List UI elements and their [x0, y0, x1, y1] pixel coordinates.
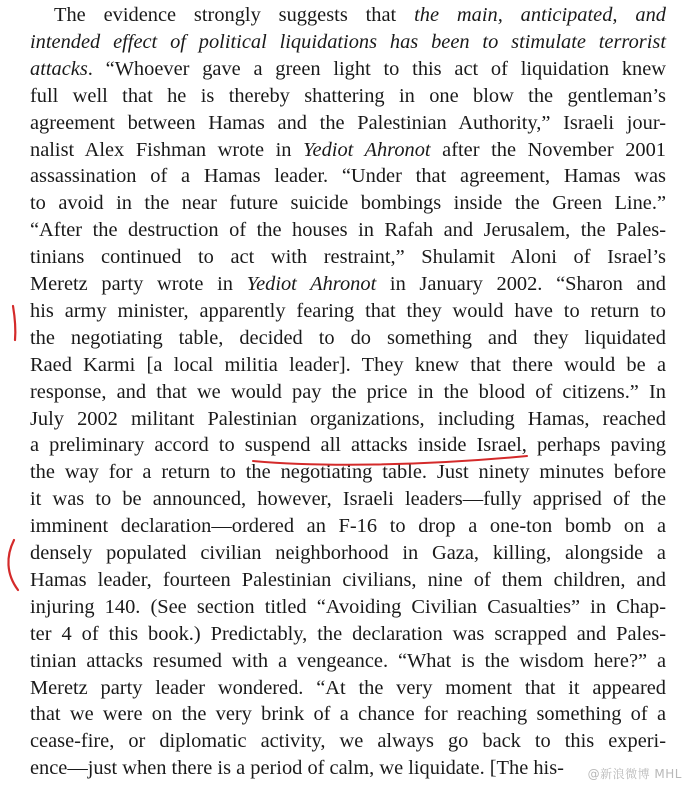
text-line [30, 83, 666, 110]
text-line [30, 728, 666, 755]
text-line [30, 486, 666, 513]
text-line [30, 298, 666, 325]
text-line [30, 621, 666, 648]
text-segment: ence—just when there is a period of calm, we liquidate. [The his- [30, 757, 564, 780]
text-line [30, 110, 666, 137]
text-line [30, 56, 666, 83]
text-segment: agreement between Hamas and the Palestinian Authority,” Israeli jour- [30, 111, 666, 134]
text-line [54, 2, 666, 29]
text-segment: tinians continued to act with restraint,” Shulamit Aloni of Israel’s [30, 246, 666, 269]
text-line [30, 594, 666, 621]
text-segment: Raed Karmi [a local militia leader]. They knew that there would be a [30, 353, 666, 376]
text-segment: full well that he is thereby shattering in one blow the gentleman’s [30, 84, 666, 107]
text-line [30, 406, 666, 433]
text-line [30, 540, 666, 567]
text-segment: . “Whoever gave a green light to this act of liquidation knew [87, 57, 666, 80]
text-segment: in January 2002. “Sharon and [376, 273, 666, 295]
text-line [30, 432, 666, 459]
text-segment: his army minister, apparently fearing that they would have to return to [30, 299, 666, 322]
text-line [30, 244, 666, 271]
watermark-text: @新浪微博 MHL [587, 767, 682, 781]
text-line [30, 701, 666, 728]
text-segment: to avoid in the near future suicide bombings inside the Green Line.” [30, 192, 666, 215]
text-line [30, 271, 666, 298]
text-segment: assassination of a Hamas leader. “Under that agreement, Hamas was [30, 165, 666, 188]
text-segment: tinian attacks resumed with a vengeance. “What is the wisdom here?” a [30, 649, 666, 672]
text-segment: The evidence strongly suggests that [54, 4, 415, 26]
text-line [30, 29, 666, 56]
text-line [30, 459, 666, 486]
text-line [30, 217, 666, 244]
text-segment: imminent declaration—ordered an F-16 to drop a one-ton bomb on a [30, 515, 666, 538]
text-segment: Meretz party wrote in [30, 273, 247, 295]
italic-segment: Yediot Ahronot [303, 138, 431, 161]
text-segment: after the November 2001 [430, 138, 666, 161]
text-segment: response, and that we would pay the price in the blood of citizens.” In [30, 380, 666, 403]
text-segment: that we were on the very brink of a chance for reaching something of a [30, 703, 666, 726]
text-line [30, 755, 666, 782]
text-segment: injuring 140. (See section titled “Avoiding Civilian Casualties” in Chap- [30, 595, 666, 618]
text-line [30, 352, 666, 379]
text-segment: a preliminary accord to suspend all attacks inside Israel, perhaps paving [30, 434, 666, 457]
text-line [30, 379, 666, 406]
text-segment: ter 4 of this book.) Predictably, the declaration was scrapped and Pales- [30, 622, 666, 645]
text-segment: it was to be announced, however, Israeli leaders—fully apprised of the [30, 488, 666, 511]
italic-segment: Yediot Ahronot [246, 273, 377, 295]
italic-segment: intended effect of political liquidations has been to stimulate terrorist [30, 30, 666, 53]
text-segment: July 2002 militant Palestinian organizations, including Hamas, reached [30, 407, 666, 430]
text-line [30, 190, 666, 217]
text-line [30, 325, 666, 352]
text-line [30, 513, 666, 540]
text-segment: “After the destruction of the houses in Rafah and Jerusalem, the Pales- [30, 219, 666, 242]
text-segment: the negotiating table, decided to do something and they liquidated [30, 326, 666, 349]
text-segment: Meretz party leader wondered. “At the very moment that it appeared [30, 676, 666, 699]
text-segment: the way for a return to the negotiating table. Just ninety minutes before [30, 461, 666, 484]
text-line [30, 567, 666, 594]
text-line [30, 648, 666, 675]
text-segment: cease-fire, or diplomatic activity, we always go back to this experi- [30, 730, 666, 753]
text-line [30, 137, 666, 164]
text-line [30, 675, 666, 702]
text-segment: Hamas leader, fourteen Palestinian civilians, nine of them children, and [30, 568, 666, 591]
text-segment: nalist Alex Fishman wrote in [30, 138, 304, 161]
text-line [30, 163, 666, 190]
italic-segment: the main, anticipated, and [414, 4, 666, 26]
text-segment: densely populated civilian neighborhood in Gaza, killing, alongside a [30, 542, 666, 564]
italic-segment: attacks [30, 57, 88, 80]
